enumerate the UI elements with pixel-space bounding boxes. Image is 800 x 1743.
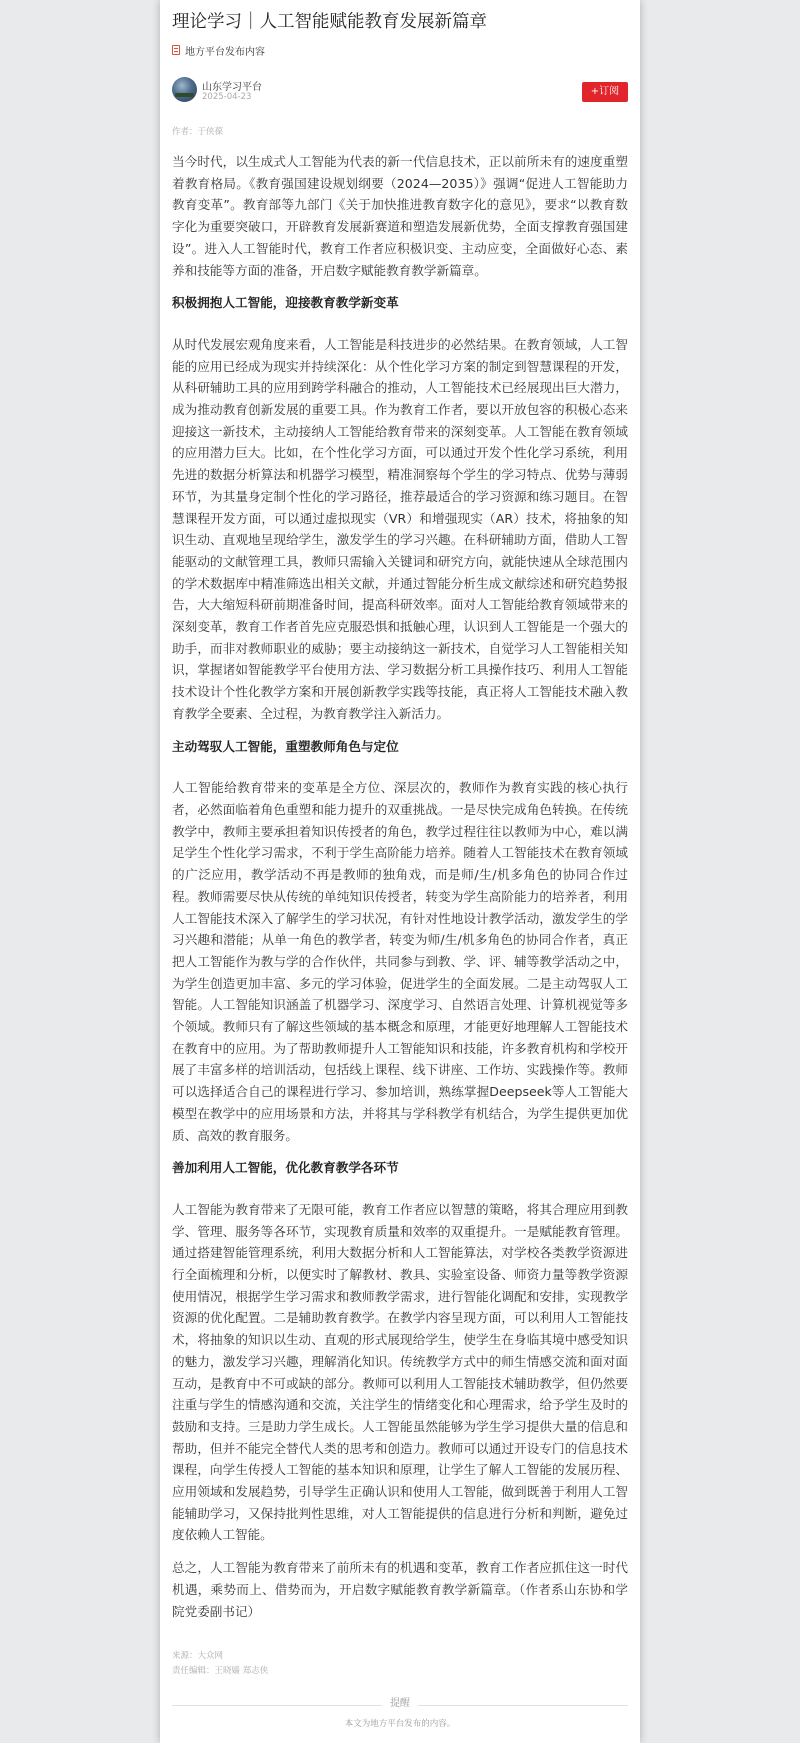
article-footer-meta (172, 1649, 268, 1679)
publisher-row (172, 76, 628, 104)
notice-title (160, 1694, 640, 1709)
article-page (160, 0, 640, 1743)
paragraph: 总之，人工智能为教育带来了前所未有的机遇和变革，教育工作者应抓住这一时代机遇，乘势而上、借势而为，开启数字赋能教育教学新篇章。（作者系山东协和学院党委副书记） (172, 1560, 628, 1619)
article-body (172, 151, 628, 1633)
source-tag (172, 42, 265, 58)
editor-line: 责任编辑：王晓嫱 郑志侠 (172, 1666, 269, 1676)
paragraph: 人工智能给教育带来的变革是全方位、深层次的，教师作为教育实践的核心执行者，必然面临着角色重塑和能力提升的双重挑战。一是尽快完成角色转换。在传统教学中，教师主要承担着知识传授者的角色，教学过程往往以教师为中心，难以满足学生个性化学习需求，不利于学生高阶能力培养。随着人工智能技术在教育领域的广泛应用，教学活动不再是教师的独角戏，而是师/生/机多角色的协同合作过程。教师需要尽快从传统的单纯知识传授者，转变为学生高阶能力的培养者，利用人工智能技术深入了解学生的学习状况，有针对性地设计教学活动，激发学生的学习兴趣和潜能；从单一角色的教学者，转变为师/生/机多角色的协同合作者，真正把人工智能作为教与学的合作伙伴，共同参与到教、学、评、辅等教学活动之中，为学生创造更加丰富、多元的学习体验，促进学生的全面发展。二是主动驾驭人工智能。人工智能知识涵盖了机器学习、深度学习、自然语言处理、计算机视觉等多个领域。教师只有了解这些领域的基本概念和原理，才能更好地理解人工智能技术在教育中的应用。为了帮助教师提升人工智能知识和技能，许多教育机构和学校开展了丰富多样的培训活动，包括线上课程、线下讲座、工作坊、实践操作等。教师可以选择适合自己的课程进行学习、参加培训，熟练掌握Deepseek等人工智能大模型在教学中的应用场景和方法，并将其与学科教学有机结合，为学生提供更加优质、高效的教育服务。 (172, 780, 628, 1143)
document-icon (172, 45, 180, 55)
subscribe-button[interactable]: +订阅 (582, 82, 628, 102)
publisher-name[interactable]: 山东学习平台 (202, 82, 262, 93)
section-heading: 善加利用人工智能，优化教育教学各环节 (172, 1160, 399, 1176)
publisher-avatar[interactable] (172, 77, 197, 102)
section-heading: 主动驾驭人工智能，重塑教师角色与定位 (172, 738, 399, 754)
section-heading: 积极拥抱人工智能，迎接教育教学新变革 (172, 295, 399, 311)
paragraph: 从时代发展宏观角度来看，人工智能是科技进步的必然结果。在教育领域，人工智能的应用已经成为现实并持续深化：从个性化学习方案的制定到智慧课程的开发，从科研辅助工具的应用到跨学科融合的推动，人工智能技术已经展现出巨大潜力，成为推动教育创新发展的重要工具。作为教育工作者，要以开放包容的积极心态来迎接这一新技术，主动接纳人工智能给教育带来的深刻变革。人工智能在教育领域的应用潜力巨大。比如，在个性化学习方面，可以通过开发个性化学习系统，利用先进的数据分析算法和机器学习模型，精准洞察每个学生的学习特点、优势与薄弱环节，为其量身定制个性化的学习路径，推荐最适合的学习资源和练习题目。在智慧课程开发方面，可以通过虚拟现实（VR）和增强现实（AR）技术，将抽象的知识生动、直观地呈现给学生，激发学生的学习兴趣。在科研辅助方面，借助人工智能驱动的文献管理工具，教师只需输入关键词和研究方向，就能快速从全球范围内的学术数据库中精准筛选出相关文献，并通过智能分析生成文献综述和研究趋势报告，大大缩短科研前期准备时间，提高科研效率。面对人工智能给教育领域带来的深刻变革，教育工作者首先应克服恐惧和抵触心理，认识到人工智能是一个强大的助手，而非对教师职业的威胁；要主动接纳这一新技术，自觉学习人工智能相关知识，掌握诸如智能教学平台使用方法、学习数据分析工具操作技巧、利用人工智能技术设计个性化教学方案和开展创新教学实践等技能，真正将人工智能技术融入教育教学全要素、全过程，为教育教学注入新活力。 (172, 336, 628, 721)
paragraph: 人工智能为教育带来了无限可能，教育工作者应以智慧的策略，将其合理应用到教学、管理、服务等各环节，实现教育质量和效率的双重提升。一是赋能教育管理。通过搭建智能管理系统，利用大数据分析和人工智能算法，对学校各类教学资源进行全面梳理和分析，以便实时了解教材、教具、实验室设备、师资力量等教学资源使用情况，根据学生学习需求和教师教学需求，进行智能化调配和安排，实现教学资源的优化配置。二是辅助教育教学。在教学内容呈现方面，可以利用人工智能技术，将抽象的知识以生动、直观的形式展现给学生，使学生在身临其境中感受知识的魅力，激发学习兴趣，理解消化知识。传统教学方式中的师生情感交流和面对面互动，是教育中不可或缺的部分。教师可以利用人工智能技术辅助教学，但仍然要注重与学生的情感沟通和交流，关注学生的情绪变化和心理需求，给予学生及时的鼓励和支持。三是助力学生成长。人工智能虽然能够为学生学习提供大量的信息和帮助，但并不能完全替代人类的思考和创造力。教师可以通过开设专门的信息技术课程，向学生传授人工智能的基本知识和原理，让学生了解人工智能的发展历程、应用领域和发展趋势，引导学生正确认识和使用人工智能，做到既善于利用人工智能辅助学习，又保持批判性思维，对人工智能提供的信息进行分析和判断，避免过度依赖人工智能。 (172, 1201, 628, 1543)
author-byline: 作者：于侠葆 (172, 127, 224, 137)
article-title: 理论学习｜人工智能赋能教育发展新篇章 (172, 12, 487, 32)
source-tag-label: 地方平台发布内容 (185, 46, 265, 58)
notice-text: 本文为地方平台发布的内容。 (344, 1719, 456, 1729)
publish-date: 2025-04-23 (202, 92, 252, 102)
notice-title-label: 提醒 (382, 1698, 418, 1709)
source-line: 来源：大众网 (172, 1651, 224, 1661)
paragraph: 当今时代，以生成式人工智能为代表的新一代信息技术，正以前所未有的速度重塑着教育格局。《教育强国建设规划纲要（2024—2035）》强调“促进人工智能助力教育变革”。教育部等九部门《关于加快推进教育数字化的意见》，要求“以教育数字化为重要突破口，开辟教育发展新赛道和塑造发展新优势，全面支撑教育强国建设”。进入人工智能时代，教育工作者应积极识变、主动应变，全面做好心态、素养和技能等方面的准备，开启数字赋能教育教学新篇章。 (172, 154, 628, 278)
